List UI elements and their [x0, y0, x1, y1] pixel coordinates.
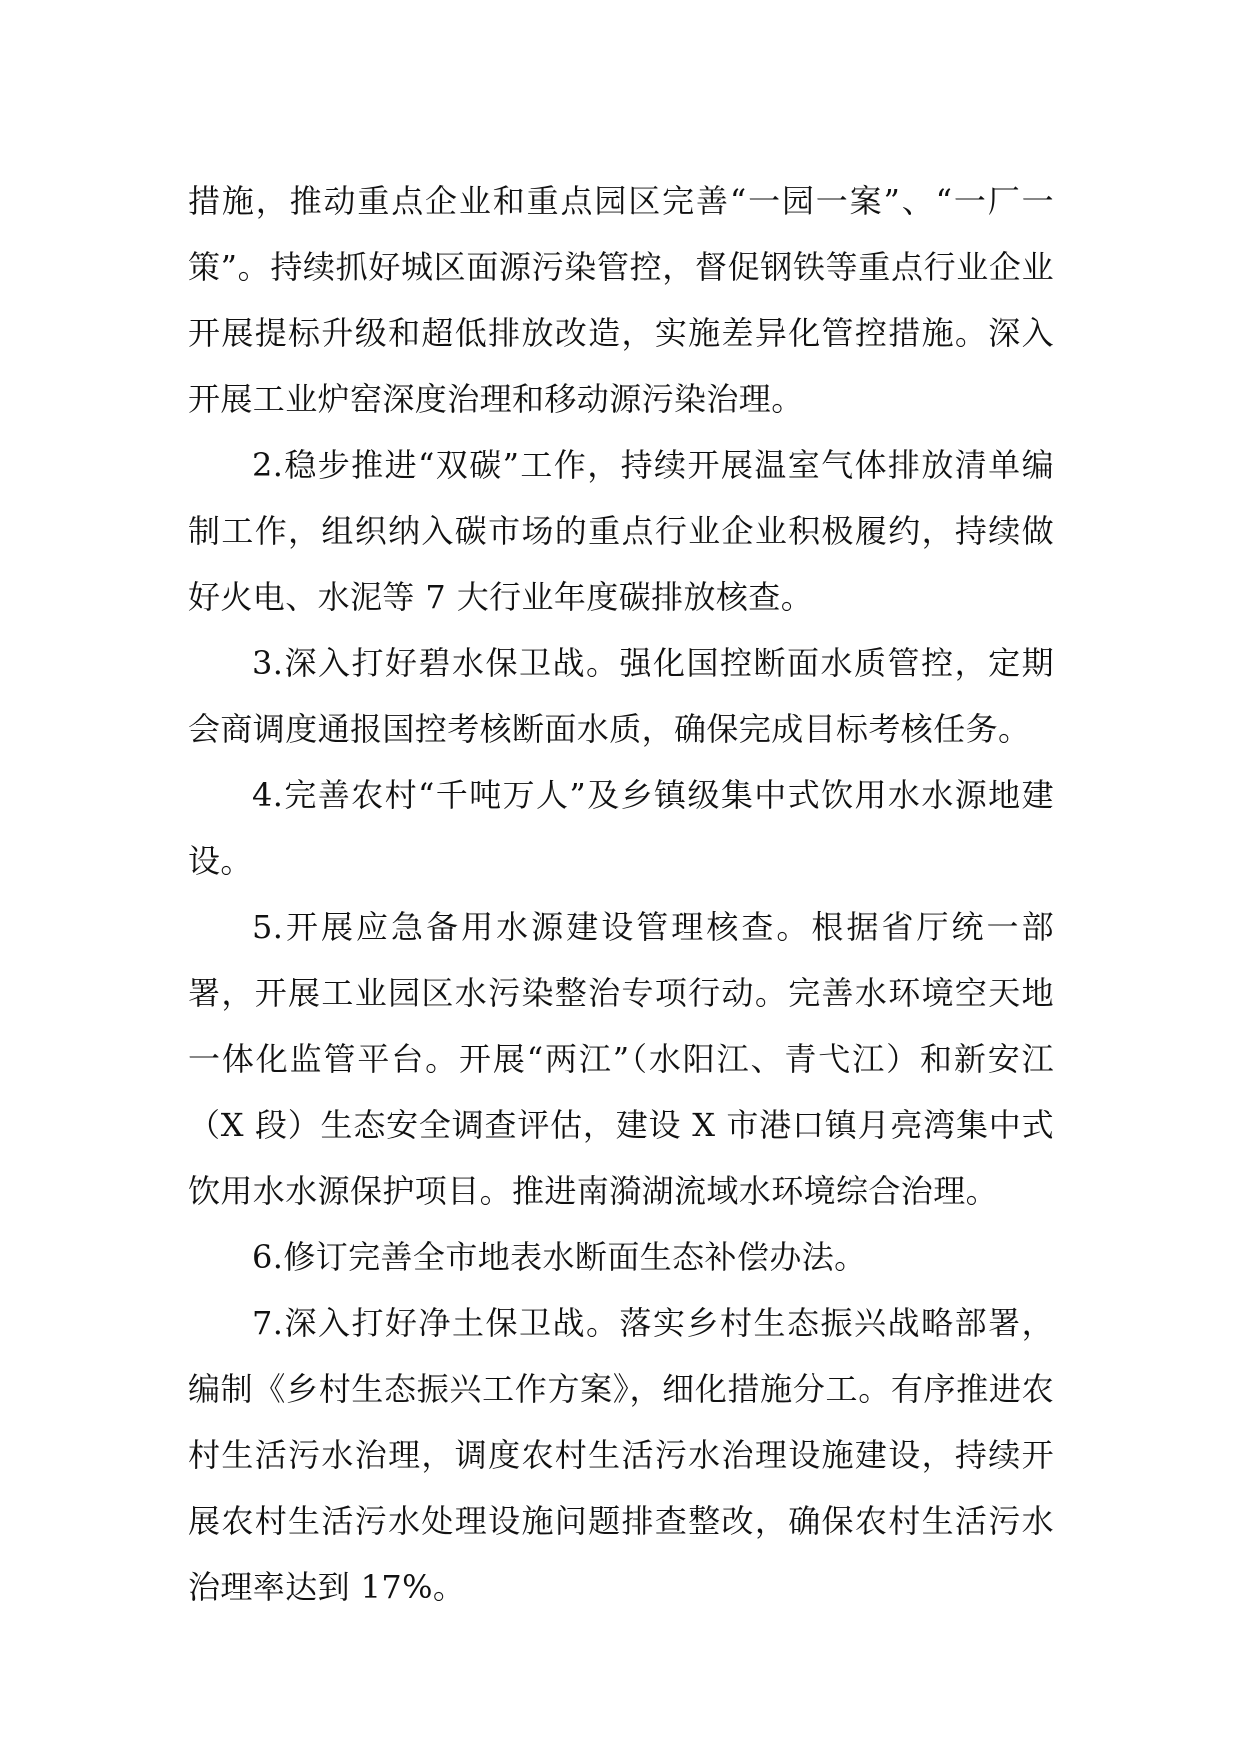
paragraph-item-4: 4.完善农村“千吨万人”及乡镇级集中式饮用水水源地建设。 — [188, 776, 1054, 880]
paragraph-item-2: 2.稳步推进“双碳”工作，持续开展温室气体排放清单编制工作，组织纳入碳市场的重点行业企业积极履约，持续做好火电、水泥等 7 大行业年度碳排放核查。 — [188, 446, 1054, 616]
document-body — [188, 168, 1054, 1620]
paragraph-item-5: 5.开展应急备用水源建设管理核查。根据省厅统一部署，开展工业园区水污染整治专项行动。完善水环境空天地一体化监管平台。开展“两江”（水阳江、青弋江）和新安江（X 段）生态安全调查评估，建设 X 市港口镇月亮湾集中式饮用水水源保护项目。推进南漪湖流域水环境综合治理。 — [188, 908, 1054, 1210]
paragraph-continued: 措施，推动重点企业和重点园区完善“一园一案”、“一厂一策”。持续抓好城区面源污染管控，督促钢铁等重点行业企业开展提标升级和超低排放改造，实施差异化管控措施。深入开展工业炉窑深度治理和移动源污染治理。 — [188, 182, 1054, 418]
paragraph-item-7: 7.深入打好净土保卫战。落实乡村生态振兴战略部署，编制《乡村生态振兴工作方案》，细化措施分工。有序推进农村生活污水治理，调度农村生活污水治理设施建设，持续开展农村生活污水处理设施问题排查整改，确保农村生活污水治理率达到 17%。 — [188, 1304, 1054, 1606]
paragraph-item-3: 3.深入打好碧水保卫战。强化国控断面水质管控，定期会商调度通报国控考核断面水质，确保完成目标考核任务。 — [188, 644, 1054, 748]
paragraph-item-6: 6.修订完善全市地表水断面生态补偿办法。 — [252, 1238, 867, 1276]
